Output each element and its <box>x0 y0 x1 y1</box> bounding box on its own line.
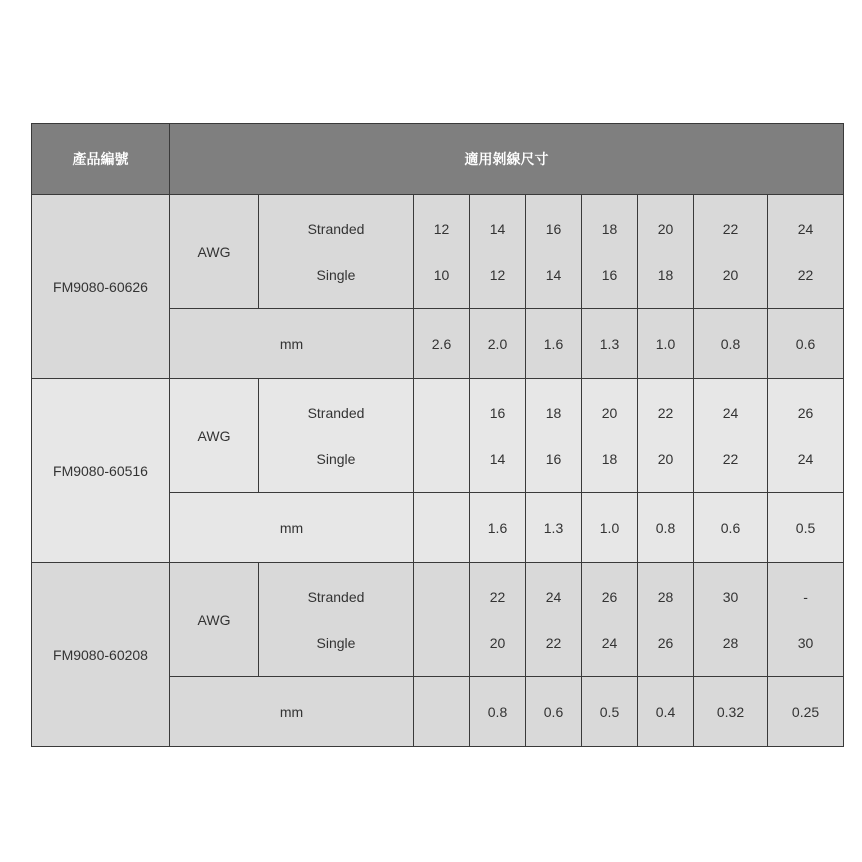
stranded-value: 24 <box>722 404 739 421</box>
awg-value-cell <box>582 379 638 493</box>
mm-value-cell: 0.32 <box>694 677 768 747</box>
awg-value-cell <box>582 563 638 677</box>
stranded-value: 16 <box>545 220 562 237</box>
mm-value-cell: 0.8 <box>470 677 526 747</box>
single-value: 28 <box>722 634 739 651</box>
stranded-value: 24 <box>545 588 562 605</box>
stranded-value: 20 <box>657 220 674 237</box>
stranded-label: Stranded <box>307 588 365 605</box>
single-value: 20 <box>722 266 739 283</box>
stranded-value: - <box>803 588 808 605</box>
mm-value-cell: 0.6 <box>526 677 582 747</box>
single-value: 18 <box>601 450 618 467</box>
mm-value-cell: 0.4 <box>638 677 694 747</box>
awg-value-cell <box>582 195 638 309</box>
single-value: 20 <box>489 634 506 651</box>
product-code-cell: FM9080-60516 <box>32 379 170 563</box>
awg-value-cell <box>526 563 582 677</box>
wire-strip-spec-table <box>31 123 844 747</box>
awg-value-cell <box>768 195 844 309</box>
mm-value-cell: 1.3 <box>582 309 638 379</box>
mm-value-cell: 2.0 <box>470 309 526 379</box>
single-label: Single <box>316 634 356 651</box>
table-row-awg <box>32 379 844 493</box>
wire-type-cell <box>259 195 414 309</box>
awg-label-cell: AWG <box>170 379 259 493</box>
mm-value-cell: 0.6 <box>768 309 844 379</box>
single-value: 16 <box>545 450 562 467</box>
mm-value-cell <box>414 677 470 747</box>
product-code-cell: FM9080-60626 <box>32 195 170 379</box>
stranded-value: 22 <box>657 404 674 421</box>
mm-value-cell: 1.6 <box>470 493 526 563</box>
mm-value-cell: 1.0 <box>638 309 694 379</box>
awg-value-cell <box>694 195 768 309</box>
awg-label-cell: AWG <box>170 195 259 309</box>
single-value: 16 <box>601 266 618 283</box>
awg-value-cell <box>414 195 470 309</box>
mm-value-cell: 0.8 <box>638 493 694 563</box>
stranded-value: 24 <box>797 220 814 237</box>
table-row-awg <box>32 563 844 677</box>
awg-value-cell <box>638 563 694 677</box>
mm-label-cell: mm <box>170 309 414 379</box>
single-value: 14 <box>545 266 562 283</box>
mm-value-cell: 0.5 <box>768 493 844 563</box>
stranded-value: 22 <box>489 588 506 605</box>
awg-value-cell <box>414 563 470 677</box>
awg-value-cell <box>470 379 526 493</box>
mm-value-cell: 0.6 <box>694 493 768 563</box>
single-value: 18 <box>657 266 674 283</box>
single-value: 26 <box>657 634 674 651</box>
awg-label-cell: AWG <box>170 563 259 677</box>
table-body <box>32 195 844 747</box>
single-value: 30 <box>797 634 814 651</box>
mm-value-cell: 0.8 <box>694 309 768 379</box>
single-value: 10 <box>433 266 450 283</box>
awg-value-cell <box>768 379 844 493</box>
mm-value-cell: 0.25 <box>768 677 844 747</box>
stranded-value: 22 <box>722 220 739 237</box>
stranded-value: 18 <box>545 404 562 421</box>
wire-type-cell <box>259 563 414 677</box>
awg-value-cell <box>470 563 526 677</box>
awg-value-cell <box>638 195 694 309</box>
single-value: 14 <box>489 450 506 467</box>
awg-value-cell <box>768 563 844 677</box>
mm-value-cell: 2.6 <box>414 309 470 379</box>
mm-value-cell: 0.5 <box>582 677 638 747</box>
single-value: 20 <box>657 450 674 467</box>
awg-value-cell <box>470 195 526 309</box>
table-header-row <box>32 124 844 195</box>
awg-value-cell <box>414 379 470 493</box>
single-value: 24 <box>601 634 618 651</box>
single-label: Single <box>316 266 356 283</box>
product-code-cell: FM9080-60208 <box>32 563 170 747</box>
stranded-value: 30 <box>722 588 739 605</box>
mm-value-cell <box>414 493 470 563</box>
stranded-value: 18 <box>601 220 618 237</box>
mm-label-cell: mm <box>170 677 414 747</box>
mm-value-cell: 1.3 <box>526 493 582 563</box>
stranded-value: 14 <box>489 220 506 237</box>
wire-type-cell <box>259 379 414 493</box>
stranded-value: 26 <box>601 588 618 605</box>
header-product-code: 產品編號 <box>32 124 170 195</box>
awg-value-cell <box>526 195 582 309</box>
awg-value-cell <box>694 563 768 677</box>
single-value: 24 <box>797 450 814 467</box>
single-value: 22 <box>797 266 814 283</box>
stranded-value: 20 <box>601 404 618 421</box>
stranded-value: 26 <box>797 404 814 421</box>
awg-value-cell <box>694 379 768 493</box>
mm-value-cell: 1.0 <box>582 493 638 563</box>
awg-value-cell <box>526 379 582 493</box>
single-value: 22 <box>545 634 562 651</box>
header-applicable-strip-size: 適用剝線尺寸 <box>170 124 844 195</box>
stranded-value: 16 <box>489 404 506 421</box>
awg-value-cell <box>638 379 694 493</box>
stranded-label: Stranded <box>307 404 365 421</box>
single-value: 12 <box>489 266 506 283</box>
table-row-awg <box>32 195 844 309</box>
stranded-label: Stranded <box>307 220 365 237</box>
single-label: Single <box>316 450 356 467</box>
mm-label-cell: mm <box>170 493 414 563</box>
single-value: 22 <box>722 450 739 467</box>
mm-value-cell: 1.6 <box>526 309 582 379</box>
stranded-value: 12 <box>433 220 450 237</box>
stranded-value: 28 <box>657 588 674 605</box>
